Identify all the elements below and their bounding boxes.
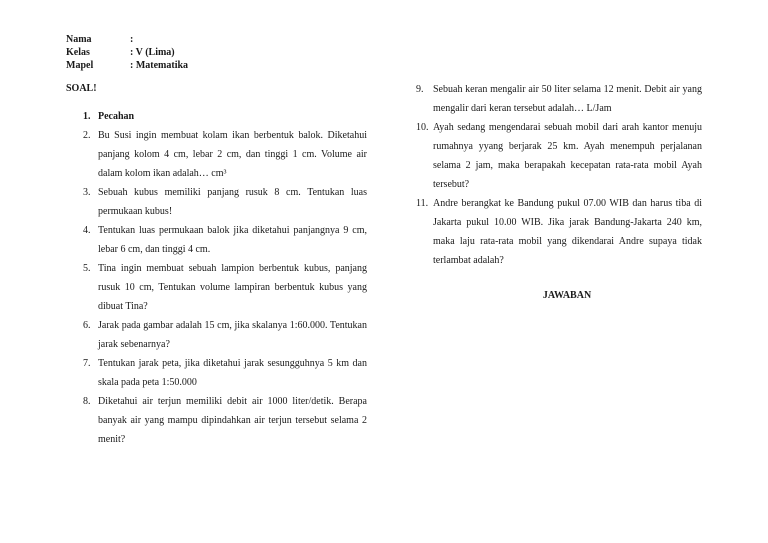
- question-item: [416, 118, 702, 194]
- question-text: Tina ingin membuat sebuah lampion berbentuk kubus, panjang rusuk 10 cm, Tentukan volume lampiran berbentuk kubus yang dibuat Tina?: [98, 263, 367, 312]
- question-item: [66, 107, 367, 126]
- info-row-mapel: [66, 59, 188, 72]
- question-item: [66, 221, 367, 259]
- question-item: [416, 80, 702, 118]
- question-number: 4.: [83, 225, 91, 236]
- question-number: 8.: [83, 396, 91, 407]
- question-text: Bu Susi ingin membuat kolam ikan berbentuk balok. Diketahui panjang kolom 4 cm, lebar 2 cm, dan tinggi 1 cm. Volume air dalam kolom ikan adalah… cm³: [98, 130, 367, 179]
- question-item: [416, 194, 702, 270]
- question-item: [66, 126, 367, 183]
- question-item: [66, 183, 367, 221]
- info-row-nama: [66, 33, 188, 46]
- question-number: 7.: [83, 358, 91, 369]
- question-list-left: [66, 107, 367, 449]
- question-number: 1.: [83, 111, 91, 122]
- question-item: [66, 316, 367, 354]
- student-info: [66, 33, 188, 72]
- info-label: Mapel: [66, 60, 94, 71]
- info-value: : Matematika: [130, 60, 189, 71]
- question-item: [66, 392, 367, 449]
- soal-heading: SOAL!: [66, 83, 97, 94]
- question-number: 10.: [416, 122, 429, 133]
- info-row-kelas: [66, 46, 188, 59]
- info-value: : V (Lima): [130, 47, 175, 58]
- question-text: Pecahan: [98, 111, 135, 122]
- info-label: Kelas: [66, 47, 90, 58]
- info-label: Nama: [66, 34, 92, 45]
- question-text: Sebuah keran mengalir air 50 liter selama 12 menit. Debit air yang mengalir dari keran tersebut adalah… L/Jam: [433, 84, 702, 114]
- question-text: Ayah sedang mengendarai sebuah mobil dari arah kantor menuju rumahnya yyang berjarak 25 km. Ayah menempuh perjalanan selama 2 jam, maka berapakah kecepatan rata-rata mobil Ayah tersebut?: [433, 122, 702, 190]
- question-number: 2.: [83, 130, 91, 141]
- info-value: :: [130, 34, 134, 45]
- question-text: Jarak pada gambar adalah 15 cm, jika skalanya 1:60.000. Tentukan jarak sebenarnya?: [98, 320, 367, 350]
- question-item: [66, 259, 367, 316]
- question-number: 3.: [83, 187, 91, 198]
- question-text: Sebuah kubus memiliki panjang rusuk 8 cm. Tentukan luas permukaan kubus!: [98, 187, 367, 217]
- question-number: 6.: [83, 320, 91, 331]
- question-item: [66, 354, 367, 392]
- question-number: 11.: [416, 198, 429, 209]
- question-list-right: [416, 80, 702, 270]
- question-number: 5.: [83, 263, 91, 274]
- jawaban-heading: JAWABAN: [542, 290, 592, 301]
- question-text: Tentukan jarak peta, jika diketahui jarak sesungguhnya 5 km dan skala pada peta 1:50.000: [98, 358, 367, 388]
- question-text: Tentukan luas permukaan balok jika diketahui panjangnya 9 cm, lebar 6 cm, dan tinggi 4 cm.: [98, 225, 367, 255]
- question-number: 9.: [416, 84, 424, 95]
- question-text: Andre berangkat ke Bandung pukul 07.00 WIB dan harus tiba di Jakarta pukul 10.00 WIB. Jika jarak Bandung-Jakarta 240 km, maka laju rata-rata mobil yang dikendarai Andre supaya tidak terlambat adalah?: [433, 198, 702, 266]
- question-text: Diketahui air terjun memiliki debit air 1000 liter/detik. Berapa banyak air yang mampu dipindahkan air terjun tersebut selama 2 menit?: [98, 396, 367, 445]
